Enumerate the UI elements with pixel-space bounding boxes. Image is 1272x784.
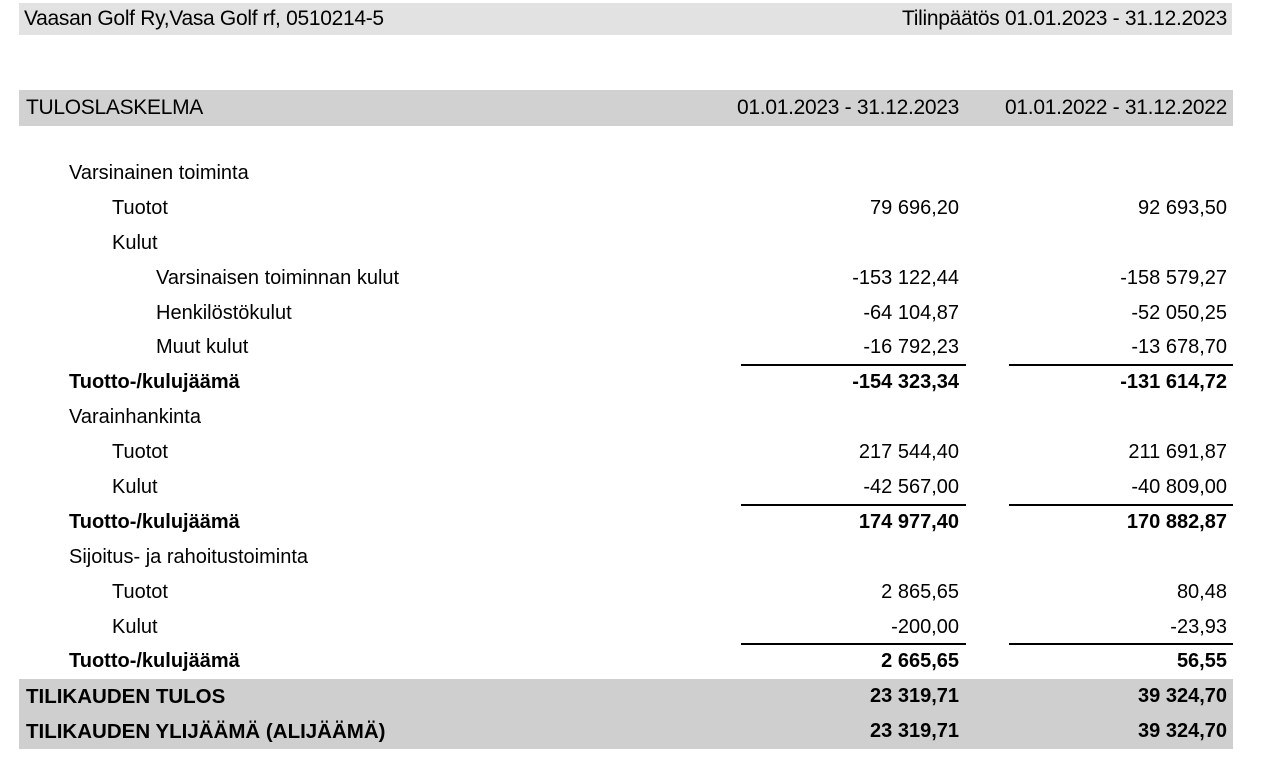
table-row [19,191,1233,226]
table-row [19,575,1233,610]
row-label: Kulut [112,231,158,254]
value-2022: -13 678,70 [1131,336,1227,359]
value-2023: -16 792,23 [863,336,959,359]
row-label: Kulut [112,615,158,638]
row-label: Tuotot [112,441,168,464]
row-label: Muut kulut [156,336,249,359]
value-2022: -23,93 [1170,615,1227,638]
value-2023: 23 319,71 [870,720,959,743]
value-2023: -154 323,34 [852,371,959,394]
value-2022: 92 693,50 [1138,196,1227,219]
organization-name: Vaasan Golf Ry,Vasa Golf rf, 0510214-5 [24,7,384,30]
row-label: Tuotto-/kulujäämä [69,371,240,394]
document-header [19,3,1232,35]
total-row-tilikauden-ylijaama [19,714,1233,749]
row-label: Kulut [112,476,158,499]
row-label: Henkilöstökulut [156,301,292,324]
value-2023: 217 544,40 [858,441,959,464]
subtotal-row [19,365,1233,400]
value-2022: 56,55 [1176,650,1227,673]
section-sijoitus-rahoitustoiminta [19,540,1233,575]
row-label: Varsinaisen toiminnan kulut [156,266,400,289]
value-2022: 211 691,87 [1128,441,1227,464]
value-2023: -64 104,87 [863,301,959,324]
value-2023: 23 319,71 [870,685,959,708]
income-statement-header [19,90,1233,126]
row-label: Tuotto-/kulujäämä [69,510,240,533]
table-row [19,261,1233,296]
column-header-2023: 01.01.2023 - 31.12.2023 [737,96,959,119]
value-2022: -131 614,72 [1120,371,1227,394]
value-2023: 174 977,40 [858,510,959,533]
statement-title: TULOSLASKELMA [26,96,203,119]
value-2022: -40 809,00 [1131,476,1227,499]
value-2022: 80,48 [1176,580,1227,603]
value-2022: 170 882,87 [1126,510,1227,533]
table-row [19,435,1233,470]
value-2022: -158 579,27 [1120,266,1227,289]
value-2023: -153 122,44 [852,266,959,289]
section-varainhankinta [19,400,1233,435]
row-label: Tuotot [112,580,168,603]
section-varsinainen-toiminta [19,156,1233,191]
value-2022: -52 050,25 [1131,301,1227,324]
table-row [19,296,1233,331]
row-label: Sijoitus- ja rahoitustoiminta [69,545,308,568]
table-row [19,330,1233,365]
report-period: Tilinpäätös 01.01.2023 - 31.12.2023 [902,7,1227,30]
row-label: Varainhankinta [69,406,201,429]
value-2022: 39 324,70 [1138,720,1227,743]
row-label: Tuotot [112,196,168,219]
value-2023: -200,00 [891,615,959,638]
table-row [19,610,1233,645]
row-label: Tuotto-/kulujäämä [69,650,240,673]
table-row [19,226,1233,261]
row-label: TILIKAUDEN YLIJÄÄMÄ (ALIJÄÄMÄ) [26,720,386,744]
total-row-tilikauden-tulos [19,679,1233,714]
value-2023: 2 665,65 [881,650,959,673]
column-header-2022: 01.01.2022 - 31.12.2022 [1005,96,1227,119]
subtotal-row [19,644,1233,679]
income-statement-table [19,156,1233,749]
value-2023: 79 696,20 [870,196,959,219]
value-2022: 39 324,70 [1138,685,1227,708]
table-row [19,470,1233,505]
row-label: TILIKAUDEN TULOS [26,685,226,709]
value-2023: 2 865,65 [881,580,959,603]
value-2023: -42 567,00 [863,476,959,499]
row-label: Varsinainen toiminta [69,162,249,184]
subtotal-row [19,505,1233,540]
